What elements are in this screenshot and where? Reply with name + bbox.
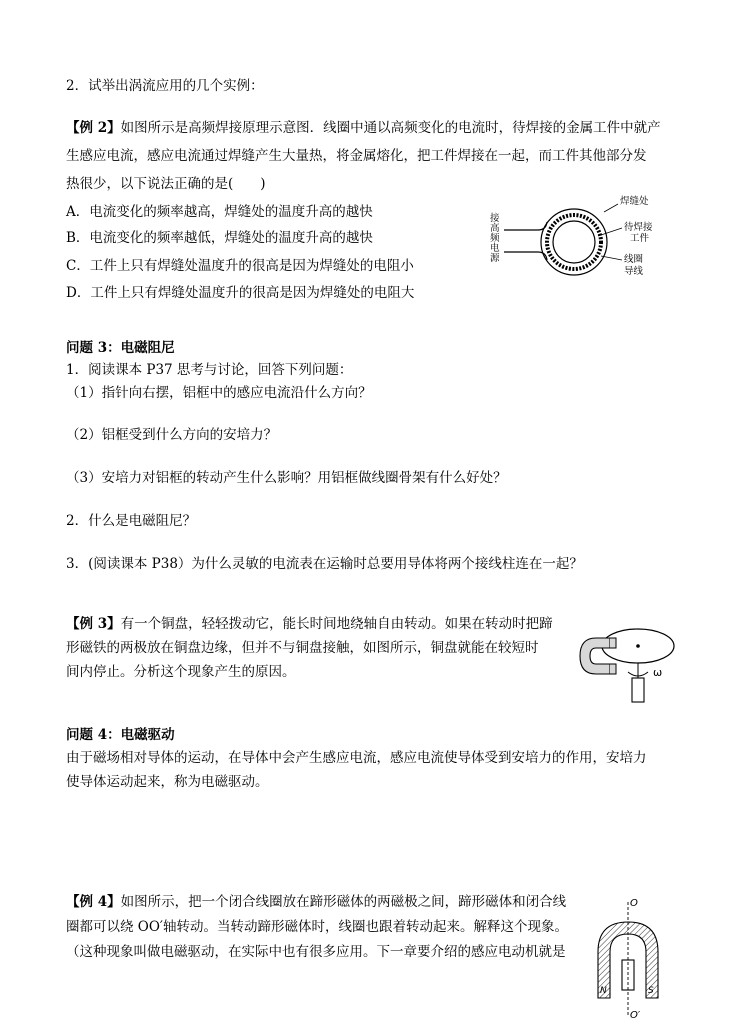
- example-3-tag: 【例 3】: [66, 616, 121, 632]
- axis-bottom-label: O′: [630, 1010, 641, 1021]
- coil-label-1: 线圈: [624, 254, 644, 265]
- problem-4-line-1: 由于磁场相对导体的运动，在导体中会产生感应电流，感应电流使导体受到安培力的作用，安培力: [66, 750, 647, 766]
- workpiece-label-2: 工件: [630, 233, 650, 244]
- problem-3-item-2: 2．什么是电磁阻尼？: [66, 513, 197, 529]
- south-pole-label: S: [648, 986, 654, 996]
- seam-label: 焊缝处: [620, 196, 649, 207]
- workpiece-label-1: 待焊接: [624, 222, 653, 233]
- example-2-tag: 【例 2】: [66, 120, 121, 136]
- option-b: B．电流变化的频率越低，焊缝处的温度升高的越快: [66, 230, 373, 246]
- horseshoe-magnet-diagram: [590, 894, 670, 1030]
- source-label: 接高频电源: [490, 213, 500, 264]
- example-3-text-1: 有一个铜盘，轻轻拨动它，能长时间地绕轴自由转动。如果在转动时把蹄: [120, 616, 553, 632]
- problem-3-sub-1: （1）指针向右摆，铝框中的感应电流沿什么方向？: [66, 385, 372, 401]
- problem-3-heading: 问题 3：电磁阻尼: [66, 340, 175, 356]
- option-c: C．工件上只有焊缝处温度升的很高是因为焊缝处的电阻小: [66, 258, 414, 274]
- option-d: D．工件上只有焊缝处温度升的很高是因为焊缝处的电阻大: [66, 285, 415, 301]
- problem-3-item-3: 3．(阅读课本 P38）为什么灵敏的电流表在运输时总要用导体将两个接线柱连在一起？: [66, 556, 583, 572]
- problem-3-sub-3: （3）安培力对铝框的转动产生什么影响？用铝框做线圈骨架有什么好处？: [66, 470, 507, 486]
- axis-top-label: O: [630, 898, 638, 909]
- welding-diagram: [488, 190, 668, 290]
- example-4-line-1: [66, 892, 566, 912]
- example-3-line-2: 形磁铁的两极放在铜盘边缘，但并不与铜盘接触，如图所示，铜盘就能在较短时: [66, 640, 539, 656]
- example-2-text-1: 如图所示是高频焊接原理示意图．线圈中通以高频变化的电流时，待焊接的金属工件中就产: [120, 120, 661, 136]
- copper-disk-svg: [578, 612, 678, 706]
- example-4-line-3: （这种现象叫做电磁驱动，在实际中也有很多应用。下一章要介绍的感应电动机就是: [66, 944, 566, 960]
- question-2-text: 2．试举出涡流应用的几个实例：: [66, 78, 264, 94]
- north-pole-label: N: [600, 986, 607, 996]
- problem-4-heading: 问题 4：电磁驱动: [66, 727, 175, 743]
- option-a: A．电流变化的频率越高，焊缝处的温度升高的越快: [66, 204, 373, 220]
- omega-label: ω: [653, 666, 663, 679]
- problem-3-sub-2: （2）铝框受到什么方向的安培力？: [66, 427, 278, 443]
- coil-label-2: 导线: [624, 266, 644, 277]
- example-3-line-1: [66, 614, 553, 634]
- example-3-line-3: 间内停止。分析这个现象产生的原因。: [66, 664, 296, 680]
- example-2-line-3: 热很少，以下说法正确的是( ): [66, 176, 266, 192]
- example-4-line-2: 圈都可以绕 OO′轴转动。当转动蹄形磁体时，线圈也跟着转动起来。解释这个现象。: [66, 919, 568, 935]
- example-4-tag: 【例 4】: [66, 894, 121, 910]
- problem-3-item-1: 1．阅读课本 P37 思考与讨论，回答下列问题：: [66, 362, 353, 378]
- example-2-line-2: 生感应电流，感应电流通过焊缝产生大量热，将金属熔化，把工件焊接在一起，而工件其他部分发: [66, 148, 647, 164]
- example-4-text-1: 如图所示，把一个闭合线圈放在蹄形磁体的两磁极之间，蹄形磁体和闭合线: [120, 894, 567, 910]
- problem-4-line-2: 使导体运动起来，称为电磁驱动。: [66, 774, 269, 790]
- copper-disk-diagram: [578, 612, 678, 706]
- example-2-line-1: [66, 118, 661, 138]
